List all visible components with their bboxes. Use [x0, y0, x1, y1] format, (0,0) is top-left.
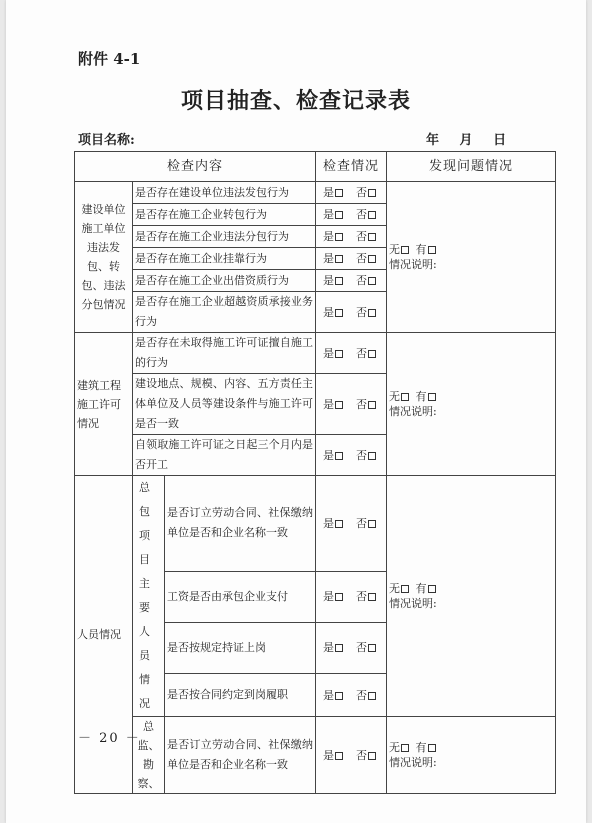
yes-label: 是 — [323, 305, 335, 319]
table-header-row — [75, 152, 556, 182]
has-label: 有 — [415, 741, 427, 754]
yes-label: 是 — [323, 448, 335, 462]
yes-no-choice — [316, 674, 387, 717]
check-item: 是否按合同约定到岗履职 — [165, 674, 316, 717]
yes-no-choice — [316, 226, 387, 248]
attachment-label: 附件 4-1 — [78, 50, 141, 68]
yes-no-choice — [316, 435, 387, 476]
date-year: 年 — [426, 133, 440, 148]
yes-no-choice — [316, 204, 387, 226]
yes-label: 是 — [323, 641, 335, 655]
yes-label: 是 — [323, 397, 335, 411]
check-item: 是否存在施工企业出借资质行为 — [133, 270, 316, 292]
issue-cell — [387, 476, 556, 717]
yes-no-choice — [316, 571, 387, 622]
no-checkbox[interactable] — [368, 752, 376, 760]
no-label: 否 — [356, 448, 368, 462]
yes-label: 是 — [323, 208, 335, 221]
none-checkbox[interactable] — [401, 393, 409, 401]
no-checkbox[interactable] — [368, 520, 376, 528]
table-row — [75, 717, 556, 794]
none-checkbox[interactable] — [401, 585, 409, 593]
check-item: 是否存在施工企业违法分包行为 — [133, 226, 316, 248]
no-checkbox[interactable] — [368, 350, 376, 358]
no-checkbox[interactable] — [368, 189, 376, 197]
category-construction-permit: 建筑工程施工许可情况 — [75, 333, 133, 476]
check-item: 自领取施工许可证之日起三个月内是否开工 — [133, 435, 316, 476]
has-checkbox[interactable] — [428, 246, 436, 254]
yes-no-choice — [316, 333, 387, 374]
yes-label: 是 — [323, 590, 335, 604]
yes-checkbox[interactable] — [335, 350, 343, 358]
no-checkbox[interactable] — [368, 401, 376, 409]
check-item: 是否按规定持证上岗 — [165, 622, 316, 673]
yes-no-choice — [316, 182, 387, 204]
yes-checkbox[interactable] — [335, 520, 343, 528]
check-item: 是否存在施工企业超越资质承接业务行为 — [133, 292, 316, 333]
has-label: 有 — [415, 390, 427, 403]
check-item: 是否订立劳动合同、社保缴纳单位是否和企业名称一致 — [165, 476, 316, 572]
none-label: 无 — [389, 741, 401, 754]
yes-label: 是 — [323, 252, 335, 265]
table-row — [75, 182, 556, 204]
no-label: 否 — [356, 274, 368, 287]
none-checkbox[interactable] — [401, 246, 409, 254]
has-checkbox[interactable] — [428, 585, 436, 593]
check-item: 是否存在施工企业挂靠行为 — [133, 248, 316, 270]
subcategory-main-contractor-staff: 总包项目主要人员情况 — [133, 476, 165, 717]
check-item: 建设地点、规模、内容、五方责任主体单位及人员等建设条件与施工许可是否一致 — [133, 374, 316, 435]
category-personnel: 人员情况 — [75, 476, 133, 794]
no-label: 否 — [356, 186, 368, 199]
has-label: 有 — [415, 243, 427, 256]
no-label: 否 — [356, 590, 368, 604]
yes-checkbox[interactable] — [335, 255, 343, 263]
header-content: 检查内容 — [75, 152, 316, 182]
no-label: 否 — [356, 346, 368, 360]
no-checkbox[interactable] — [368, 452, 376, 460]
no-label: 否 — [356, 748, 368, 762]
yes-checkbox[interactable] — [335, 401, 343, 409]
no-label: 否 — [356, 230, 368, 243]
inspection-record-table — [74, 151, 556, 794]
yes-checkbox[interactable] — [335, 233, 343, 241]
has-checkbox[interactable] — [428, 393, 436, 401]
no-label: 否 — [356, 397, 368, 411]
yes-checkbox[interactable] — [335, 189, 343, 197]
yes-checkbox[interactable] — [335, 593, 343, 601]
yes-checkbox[interactable] — [335, 644, 343, 652]
no-checkbox[interactable] — [368, 644, 376, 652]
date-month: 月 — [459, 133, 473, 148]
yes-label: 是 — [323, 346, 335, 360]
yes-label: 是 — [323, 748, 335, 762]
category-illegal-contracting: 建设单位施工单位违法发包、转包、违法分包情况 — [75, 182, 133, 333]
yes-label: 是 — [323, 274, 335, 287]
project-name-label: 项目名称: — [78, 133, 135, 148]
none-label: 无 — [389, 390, 401, 403]
no-label: 否 — [356, 516, 368, 530]
yes-no-choice — [316, 292, 387, 333]
has-label: 有 — [415, 582, 427, 595]
issue-cell — [387, 333, 556, 476]
no-label: 否 — [356, 688, 368, 702]
check-item: 是否存在施工企业转包行为 — [133, 204, 316, 226]
table-row — [75, 333, 556, 374]
issue-note-label: 情况说明: — [389, 405, 437, 418]
none-checkbox[interactable] — [401, 744, 409, 752]
yes-no-choice — [316, 248, 387, 270]
no-label: 否 — [356, 641, 368, 655]
header-status: 检查情况 — [316, 152, 387, 182]
yes-no-choice — [316, 622, 387, 673]
document-page — [6, 0, 586, 823]
table-row — [75, 476, 556, 572]
no-label: 否 — [356, 252, 368, 265]
no-checkbox[interactable] — [368, 233, 376, 241]
no-checkbox[interactable] — [368, 593, 376, 601]
no-checkbox[interactable] — [368, 255, 376, 263]
issue-note-label: 情况说明: — [389, 756, 437, 769]
no-checkbox[interactable] — [368, 277, 376, 285]
issue-cell — [387, 717, 556, 794]
no-checkbox[interactable] — [368, 309, 376, 317]
yes-label: 是 — [323, 516, 335, 530]
no-label: 否 — [356, 305, 368, 319]
no-label: 否 — [356, 208, 368, 221]
issue-note-label: 情况说明: — [389, 258, 437, 271]
check-item: 工资是否由承包企业支付 — [165, 571, 316, 622]
yes-no-choice — [316, 374, 387, 435]
page-title: 项目抽查、检查记录表 — [180, 88, 411, 114]
check-item: 是否订立劳动合同、社保缴纳单位是否和企业名称一致 — [165, 717, 316, 794]
subcategory-supervisor-survey: 总监、勘察、 — [133, 717, 165, 794]
yes-checkbox[interactable] — [335, 692, 343, 700]
has-checkbox[interactable] — [428, 744, 436, 752]
yes-no-choice — [316, 270, 387, 292]
check-item: 是否存在未取得施工许可证擅自施工的行为 — [133, 333, 316, 374]
issue-cell — [387, 182, 556, 333]
yes-no-choice — [316, 717, 387, 794]
check-item: 是否存在建设单位违法发包行为 — [133, 182, 316, 204]
yes-checkbox[interactable] — [335, 752, 343, 760]
no-checkbox[interactable] — [368, 211, 376, 219]
none-label: 无 — [389, 582, 401, 595]
issue-note-label: 情况说明: — [389, 597, 437, 610]
yes-checkbox[interactable] — [335, 211, 343, 219]
yes-checkbox[interactable] — [335, 277, 343, 285]
page-number: － 20 － — [78, 731, 141, 746]
none-label: 无 — [389, 243, 401, 256]
yes-checkbox[interactable] — [335, 452, 343, 460]
date-day: 日 — [493, 133, 507, 148]
yes-label: 是 — [323, 688, 335, 702]
yes-checkbox[interactable] — [335, 309, 343, 317]
yes-label: 是 — [323, 186, 335, 199]
no-checkbox[interactable] — [368, 692, 376, 700]
date-line — [426, 129, 506, 148]
header-issues: 发现问题情况 — [387, 152, 556, 182]
yes-no-choice — [316, 476, 387, 572]
yes-label: 是 — [323, 230, 335, 243]
